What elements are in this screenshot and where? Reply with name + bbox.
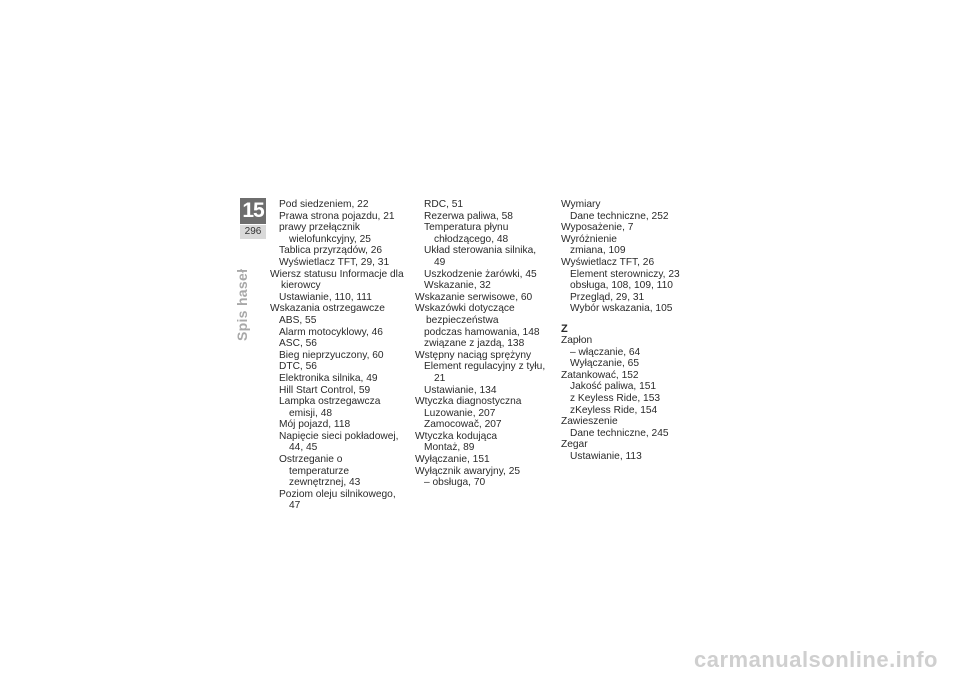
index-letter-heading: Z — [561, 322, 568, 335]
index-subentry: Ustawianie, 110, 111 — [279, 291, 372, 303]
index-entry: Wyświetlacz TFT, 26 — [561, 256, 655, 268]
index-subentry: obsługa, 108, 109, 110 — [570, 280, 673, 292]
index-subentry: związane z jazdą, 138 — [424, 338, 525, 350]
watermark: carmanualsonline.info — [694, 647, 938, 672]
index-subentry: Elektronika silnika, 49 — [279, 372, 378, 384]
index-entry: Wymiary — [561, 199, 601, 210]
index-subentry: Pod siedzeniem, 22 — [279, 199, 369, 210]
index-subentry: Lampka ostrzegawcza emisji, 48 — [279, 396, 381, 419]
index-entry: Wtyczka diagnostyczna — [415, 396, 522, 408]
index-subentry: Alarm motocyklowy, 46 — [279, 326, 383, 338]
index-column-3 — [561, 199, 696, 462]
index-subentry: Wyłączanie, 65 — [570, 358, 639, 370]
index-subentry: Układ sterowania silnika, 49 — [424, 245, 537, 268]
index-subentry: prawy przełącznik wielofunkcyjny, 25 — [279, 222, 371, 245]
index-subentry: Przegląd, 29, 31 — [570, 291, 645, 303]
index-subentry: Ostrzeganie o temperaturze zewnętrznej, 43 — [279, 454, 361, 489]
index-column-2 — [415, 199, 550, 489]
index-subentry: Element sterowniczy, 23 — [570, 268, 680, 280]
index-entry: Zapłon — [561, 334, 593, 346]
index-entry: Zawieszenie — [561, 416, 618, 428]
chapter-tab — [240, 198, 266, 239]
page-number: 296 — [240, 225, 266, 239]
index-subentry: podczas hamowania, 148 — [424, 326, 540, 338]
index-entry: Wskazania ostrzegawcze — [270, 303, 385, 315]
index-subentry: Element regulacyjny z tyłu, 21 — [424, 361, 546, 384]
chapter-number: 15 — [240, 198, 266, 224]
index-subentry: Poziom oleju silnikowego, 47 — [279, 488, 396, 512]
index-subentry: Luzowanie, 207 — [424, 407, 496, 419]
index-entry: Zatankować, 152 — [561, 369, 639, 381]
index-subentry: DTC, 56 — [279, 361, 317, 373]
index-entry: Wyposażenie, 7 — [561, 222, 634, 234]
index-subentry: – obsługa, 70 — [424, 477, 486, 489]
index-subentry: Dane techniczne, 245 — [570, 427, 669, 439]
index-subentry: Dane techniczne, 252 — [570, 210, 669, 222]
index-subentry: Zamocowač, 207 — [424, 419, 502, 431]
index-subentry: – włączanie, 64 — [570, 346, 641, 358]
index-entry: Wyróżnienie — [561, 233, 617, 245]
index-entry: Wstępny naciąg sprężyny — [415, 349, 532, 361]
index-subentry: Hill Start Control, 59 — [279, 384, 371, 396]
index-subentry: Bieg nieprzyuczony, 60 — [279, 349, 384, 361]
section-title: Spis haseł — [234, 268, 250, 341]
index-subentry: Uszkodzenie żarówki, 45 — [424, 268, 537, 280]
index-subentry: Mój pojazd, 118 — [279, 419, 351, 431]
index-subentry: ABS, 55 — [279, 314, 317, 326]
index-subentry: Ustawianie, 134 — [424, 384, 497, 396]
index-subentry: Temperatura płynu chłodzącego, 48 — [424, 222, 509, 245]
index-subentry: Rezerwa paliwa, 58 — [424, 210, 513, 222]
index-entry: Wskazanie serwisowe, 60 — [415, 291, 533, 303]
index-subentry: ASC, 56 — [279, 338, 317, 350]
index-subentry: Wskazanie, 32 — [424, 280, 491, 292]
index-subentry: Napięcie sieci pokładowej, 44, 45 — [279, 430, 399, 454]
index-entry: Wtyczka kodująca — [415, 430, 498, 442]
index-subentry: Tablica przyrządów, 26 — [279, 245, 383, 257]
index-entry: Wiersz statusu Informacje dla kierowcy — [270, 268, 404, 292]
index-subentry: zmiana, 109 — [570, 245, 626, 257]
index-subentry: zKeyless Ride, 154 — [570, 404, 658, 416]
index-entry: Zegar — [561, 439, 588, 451]
index-entry: Wyłączanie, 151 — [415, 454, 490, 466]
index-subentry: Jakość paliwa, 151 — [570, 381, 657, 393]
index-entry: Wskazówki dotyczące bezpieczeństwa — [415, 303, 515, 326]
index-subentry: z Keyless Ride, 153 — [570, 392, 661, 404]
index-subentry: Montaż, 89 — [424, 442, 475, 454]
index-subentry: RDC, 51 — [424, 199, 464, 210]
index-column-1 — [270, 199, 405, 512]
index-entry: Wyłącznik awaryjny, 25 — [415, 465, 521, 477]
index-subentry: Prawa strona pojazdu, 21 — [279, 210, 395, 222]
index-subentry: Wybór wskazania, 105 — [570, 303, 673, 315]
index-subentry: Wyświetlacz TFT, 29, 31 — [279, 256, 390, 268]
index-subentry: Ustawianie, 113 — [570, 450, 642, 462]
